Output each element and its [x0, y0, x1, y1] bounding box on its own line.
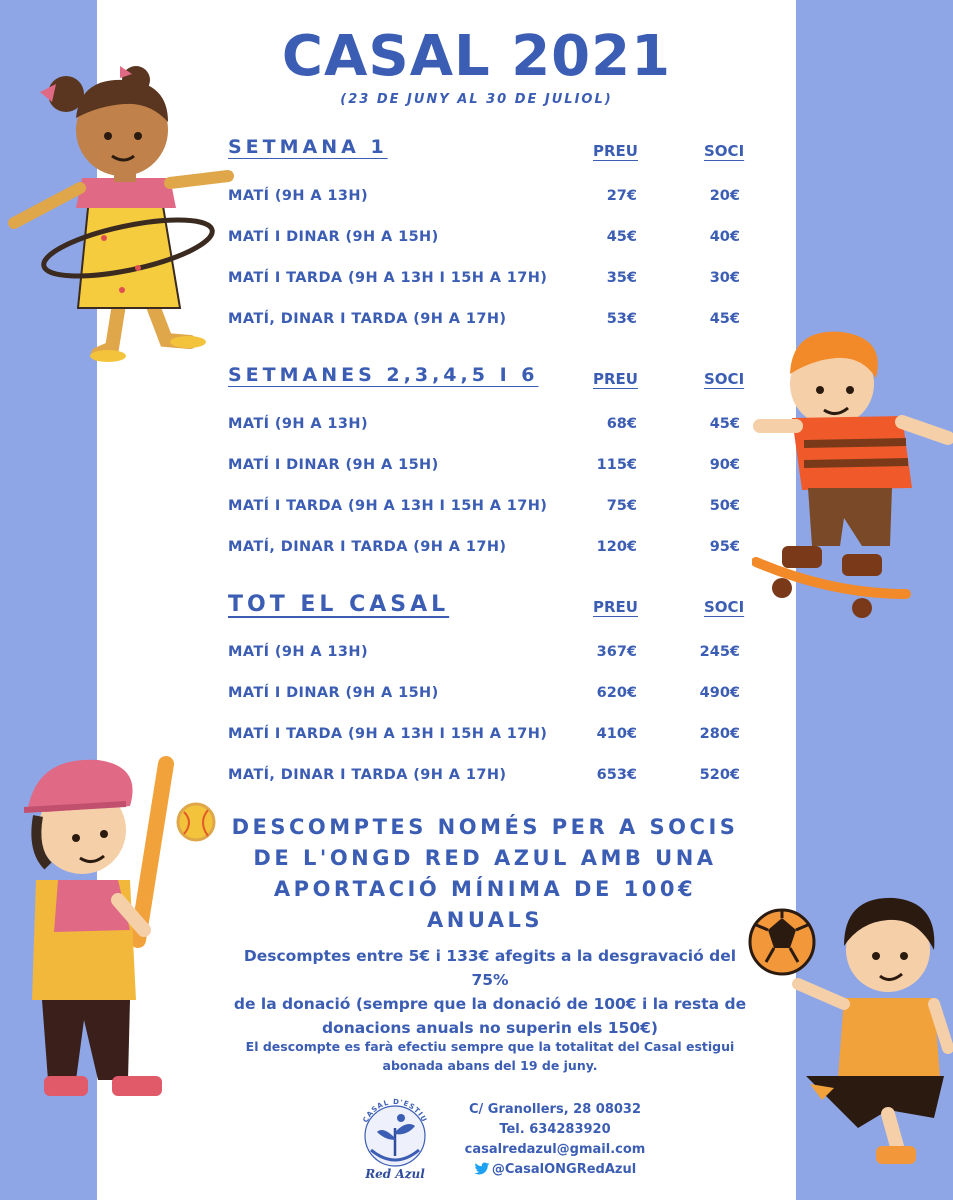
- member-price-value: 90€: [709, 457, 740, 473]
- column-header-soci: SOCI: [704, 142, 745, 160]
- price-value: 653€: [596, 767, 637, 783]
- price-value: 53€: [606, 311, 637, 327]
- discount-heading-line: APORTACIÓ MÍNIMA DE 100€: [273, 877, 697, 901]
- member-price-value: 280€: [699, 726, 740, 742]
- price-value: 27€: [606, 188, 637, 204]
- red-azul-logo: [357, 1094, 433, 1182]
- member-price-value: 30€: [709, 270, 740, 286]
- member-price-value: 50€: [709, 498, 740, 514]
- contact-email[interactable]: casalredazul@gmail.com: [464, 1142, 646, 1157]
- contact-twitter-handle: @CasalONGRedAzul: [491, 1162, 637, 1177]
- member-price-value: 490€: [699, 685, 740, 701]
- member-price-value: 520€: [699, 767, 740, 783]
- price-row-label: MATÍ I TARDA (9H A 13H I 15H A 17H): [228, 726, 548, 742]
- discount-heading-line: DE L'ONGD RED AZUL AMB UNA: [253, 846, 717, 870]
- price-row-label: MATÍ, DINAR I TARDA (9H A 17H): [228, 767, 507, 783]
- price-row-label: MATÍ, DINAR I TARDA (9H A 17H): [228, 311, 507, 327]
- price-row-label: MATÍ I TARDA (9H A 13H I 15H A 17H): [228, 498, 548, 514]
- price-row-label: MATÍ (9H A 13H): [228, 644, 368, 660]
- logo-arc-text: CASAL D'ESTIU: [361, 1097, 429, 1124]
- column-header-soci: SOCI: [704, 598, 745, 616]
- price-value: 68€: [606, 416, 637, 432]
- discount-note-line: abonada abans del 19 de juny.: [382, 1058, 598, 1073]
- contact-twitter-row[interactable]: [455, 1160, 655, 1180]
- price-value: 620€: [596, 685, 637, 701]
- contact-info: [455, 1100, 655, 1180]
- member-price-value: 45€: [709, 416, 740, 432]
- discount-note: [225, 1037, 755, 1075]
- column-header-preu: PREU: [593, 142, 638, 160]
- discount-note-line: El descompte es farà efectiu sempre que la totalitat del Casal estigui: [245, 1039, 735, 1054]
- price-value: 35€: [606, 270, 637, 286]
- page-subtitle: (23 DE JUNY AL 30 DE JULIOL): [340, 92, 613, 107]
- girl-hula-hoop-illustration: [0, 58, 240, 368]
- discount-description-line: donacions anuals no superin els 150€): [322, 1019, 658, 1037]
- discount-heading-line: DESCOMPTES NOMÉS PER A SOCIS: [231, 815, 739, 839]
- price-row-label: MATÍ I DINAR (9H A 15H): [228, 457, 439, 473]
- column-header-soci: SOCI: [704, 370, 745, 388]
- price-value: 410€: [596, 726, 637, 742]
- section-heading-setmanes-2-6: SETMANES 2,3,4,5 I 6: [228, 364, 539, 386]
- contact-phone: Tel. 634283920: [499, 1122, 611, 1137]
- member-price-value: 40€: [709, 229, 740, 245]
- price-row-label: MATÍ I TARDA (9H A 13H I 15H A 17H): [228, 270, 548, 286]
- price-value: 367€: [596, 644, 637, 660]
- contact-address: C/ Granollers, 28 08032: [468, 1102, 642, 1117]
- price-row-label: MATÍ I DINAR (9H A 15H): [228, 229, 439, 245]
- price-row-label: MATÍ, DINAR I TARDA (9H A 17H): [228, 539, 507, 555]
- logo-name: Red Azul: [365, 1167, 425, 1181]
- price-row-label: MATÍ (9H A 13H): [228, 416, 368, 432]
- member-price-value: 20€: [709, 188, 740, 204]
- member-price-value: 95€: [709, 539, 740, 555]
- price-value: 75€: [606, 498, 637, 514]
- price-row-label: MATÍ I DINAR (9H A 15H): [228, 685, 439, 701]
- member-price-value: 45€: [709, 311, 740, 327]
- column-header-preu: PREU: [593, 370, 638, 388]
- twitter-icon: [474, 1162, 490, 1176]
- price-value: 115€: [596, 457, 637, 473]
- section-heading-tot-el-casal: TOT EL CASAL: [228, 592, 450, 617]
- discount-description: [225, 944, 755, 1040]
- discount-heading-line: ANUALS: [427, 908, 543, 932]
- column-header-preu: PREU: [593, 598, 638, 616]
- soccer-kid-illustration: [748, 888, 953, 1168]
- skateboard-boy-illustration: [752, 318, 953, 618]
- page-title: CASAL 2021: [281, 24, 672, 89]
- price-value: 45€: [606, 229, 637, 245]
- discount-description-line: Descomptes entre 5€ i 133€ afegits a la desgravació del 75%: [243, 947, 737, 989]
- price-row-label: MATÍ (9H A 13H): [228, 188, 368, 204]
- baseball-kid-illustration: [18, 750, 218, 1110]
- price-value: 120€: [596, 539, 637, 555]
- discount-heading: [225, 812, 745, 936]
- member-price-value: 245€: [699, 644, 740, 660]
- section-heading-setmana-1: SETMANA 1: [228, 136, 388, 158]
- discount-description-line: de la donació (sempre que la donació de 100€ i la resta de: [233, 995, 747, 1013]
